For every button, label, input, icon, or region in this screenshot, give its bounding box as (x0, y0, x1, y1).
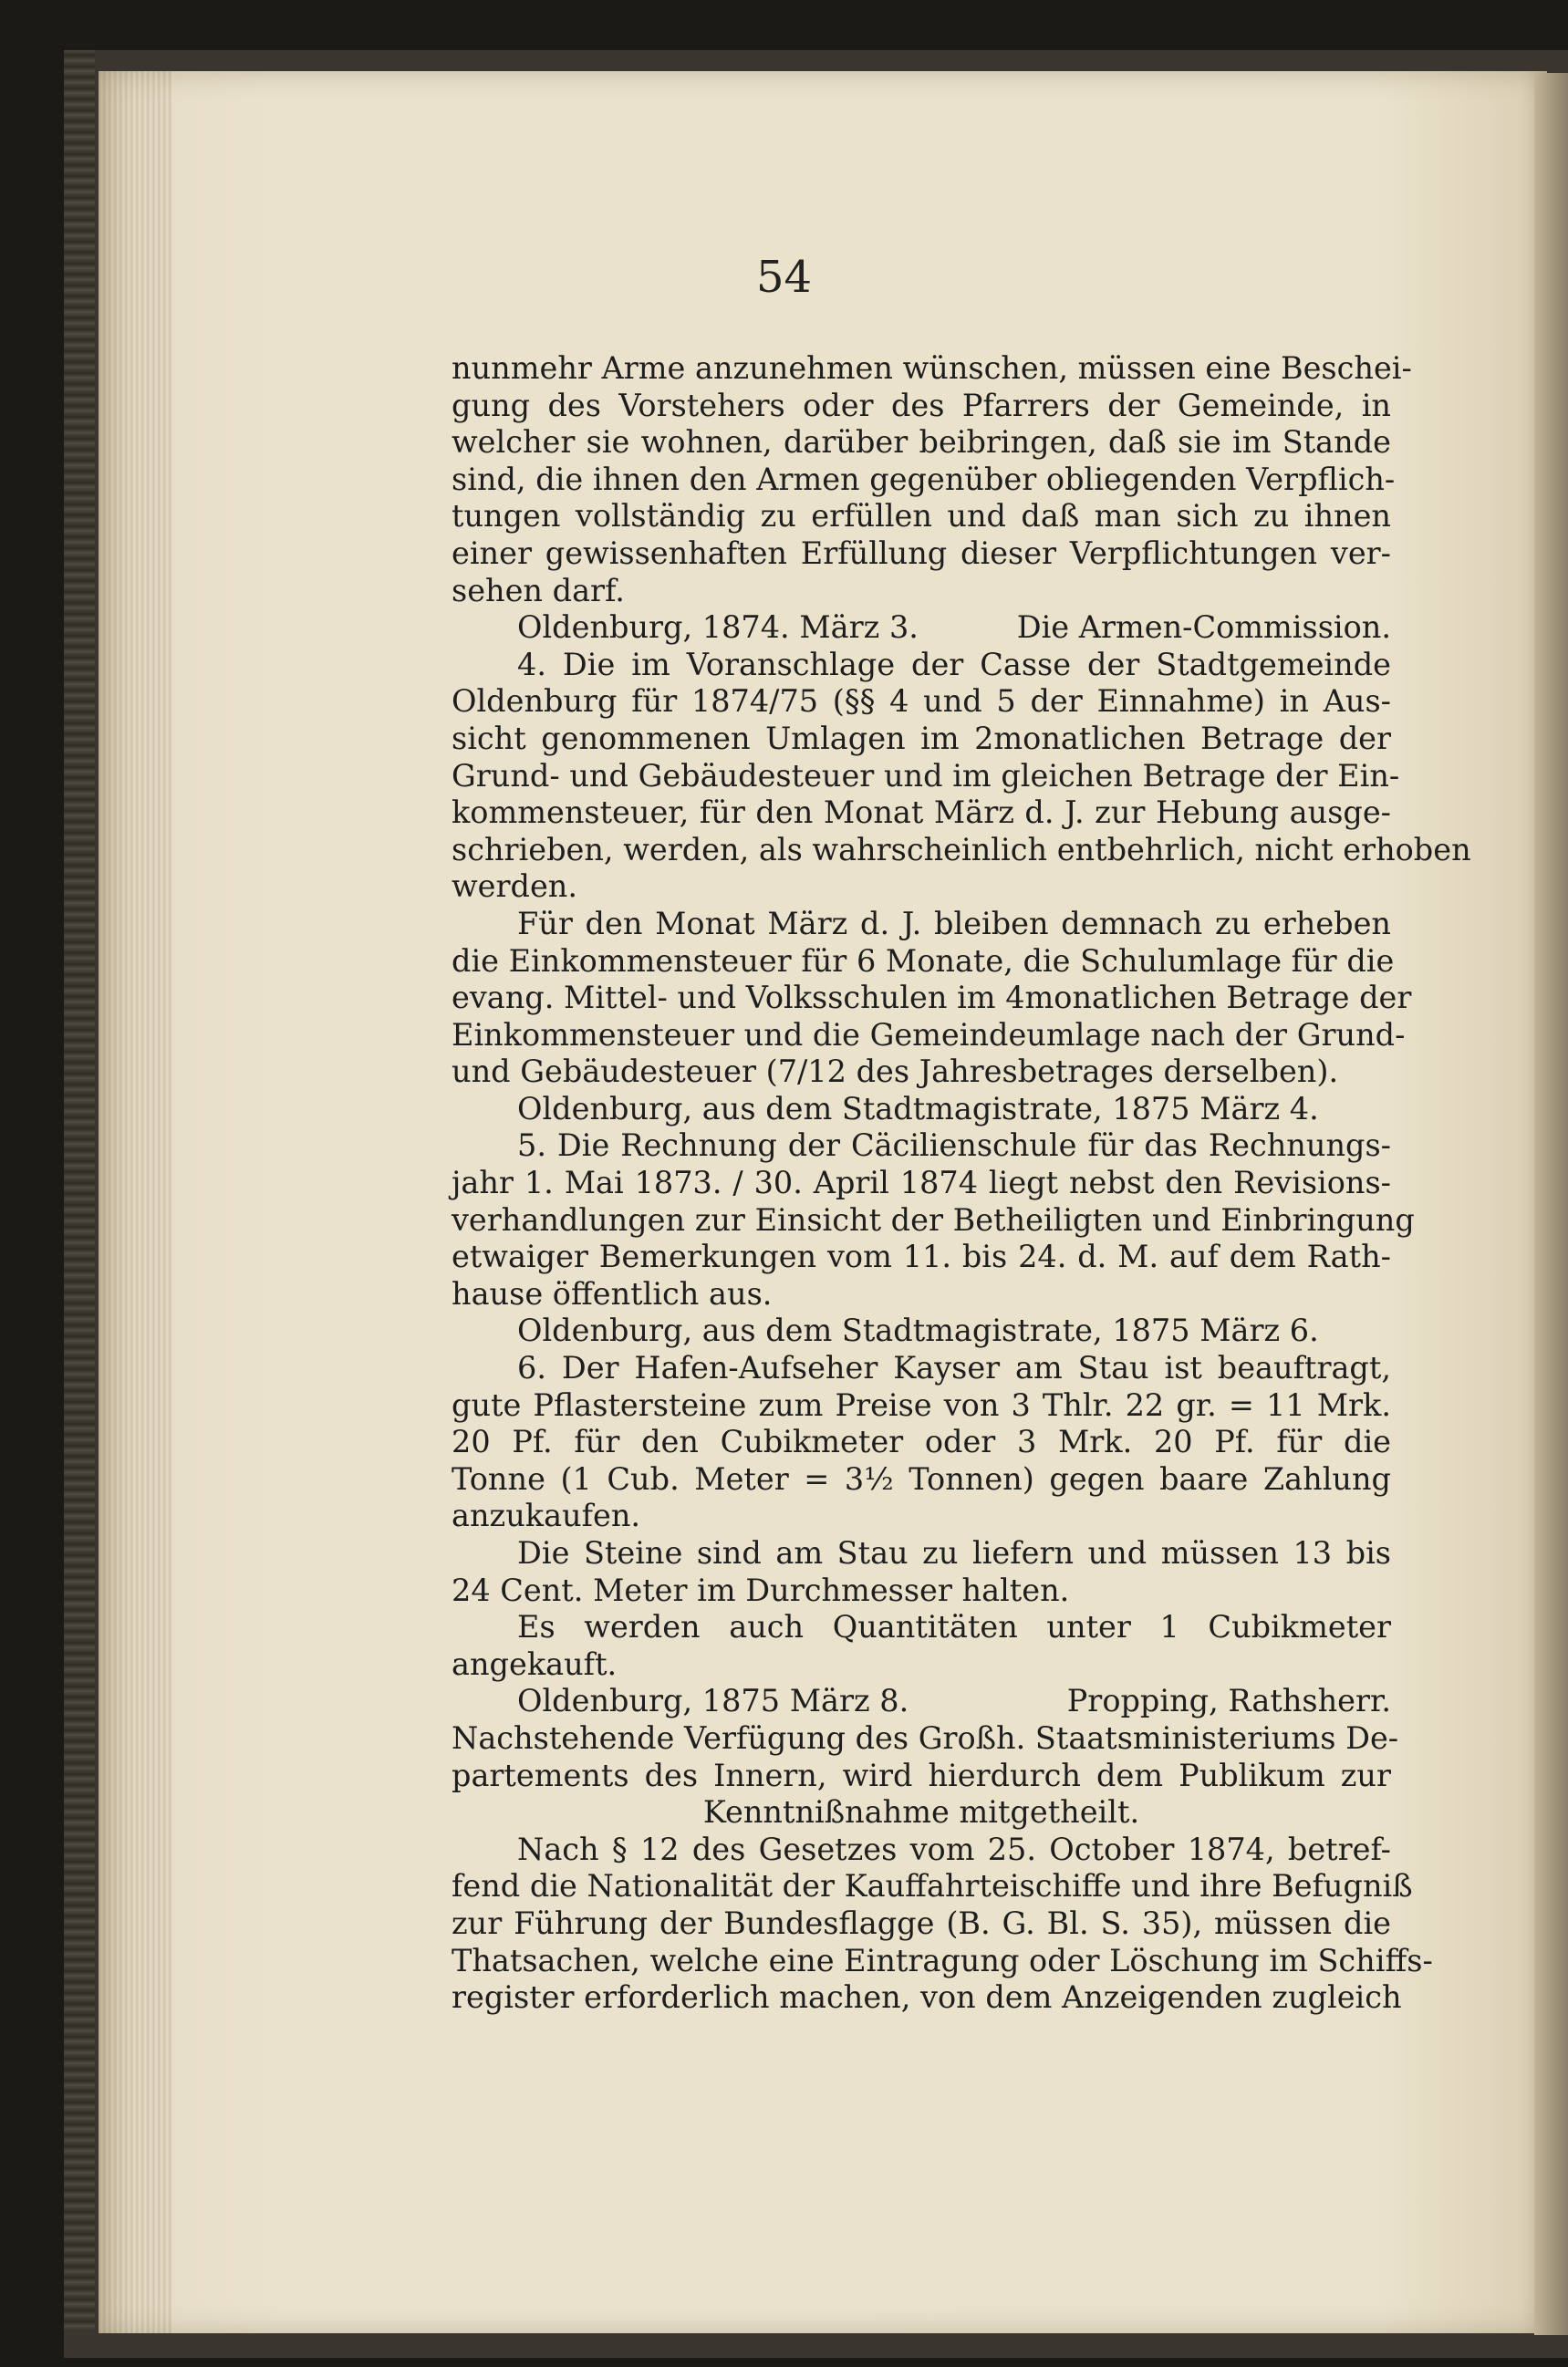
paragraph-item-5 (452, 1127, 1415, 1313)
text-line: nunmehr Arme anzunehmen wünschen, müssen eine Beschei- (452, 350, 1412, 386)
signature-propping (452, 1683, 1391, 1720)
text-line: tungen vollständig zu erfüllen und daß man sich zu ihnen (452, 498, 1391, 535)
text-line: Für den Monat März d. J. bleiben demnach zu erheben (517, 905, 1391, 941)
text-line: gung des Vorstehers oder des Pfarrers der Gemeinde, in (452, 387, 1391, 423)
text-line: Oldenburg für 1874/75 (§§ 4 und 5 der Einnahme) in Aus- (452, 683, 1391, 720)
paragraph-armen-bescheinigung (452, 350, 1412, 609)
text-line: zur Führung der Bundesflagge (B. G. Bl. S. 35), müssen die (452, 1905, 1391, 1941)
paragraph-maerz-erhebung (452, 905, 1412, 1091)
facing-page-edge (1534, 73, 1568, 2335)
text-line: verhandlungen zur Einsicht der Betheiligten und Einbringung (452, 1201, 1415, 1238)
text-line: sehen darf. (452, 572, 625, 608)
text-line: Tonne (1 Cub. Meter = 3½ Tonnen) gegen baare Zahlung (452, 1460, 1391, 1497)
text-line: partements des Innern, wird hierdurch dem Publikum zur (452, 1757, 1391, 1793)
text-line: gute Pflastersteine zum Preise von 3 Thlr. 22 gr. = 11 Mrk. (452, 1386, 1391, 1423)
paragraph-item-6 (452, 1350, 1391, 1535)
signature-name: Die Armen-Commission. (1016, 609, 1391, 646)
text-line: fend die Nationalität der Kauffahrteischiffe und ihre Befugniß (452, 1868, 1413, 1905)
page-edges (99, 71, 171, 2333)
book-spine (64, 50, 95, 2331)
text-line: einer gewissenhaften Erfüllung dieser Verpflichtungen ver- (452, 535, 1391, 571)
text-line: Nach § 12 des Gesetzes vom 25. October 1874, betref- (517, 1831, 1391, 1867)
text-line: 24 Cent. Meter im Durchmesser halten. (452, 1572, 1070, 1608)
text-line: Oldenburg, aus dem Stadtmagistrate, 1875 März 4. (517, 1090, 1319, 1126)
text-line: die Einkommensteuer für 6 Monate, die Schulumlage für die (452, 942, 1395, 979)
text-line: welcher sie wohnen, darüber beibringen, daß sie im Stande (452, 424, 1391, 461)
text-line: Oldenburg, aus dem Stadtmagistrate, 1875 März 6. (517, 1313, 1319, 1349)
text-line: register erforderlich machen, von dem Anzeigenden zugleich (452, 1979, 1402, 2016)
text-line: sind, die ihnen den Armen gegenüber obliegenden Verpflich- (452, 461, 1396, 497)
text-line: sicht genommenen Umlagen im 2monatlichen Betrage der (452, 720, 1391, 756)
signature-stadtmagistrat-4 (452, 1091, 1391, 1128)
signature-stadtmagistrat-6 (452, 1313, 1391, 1350)
text-line: angekauft. (452, 1645, 618, 1682)
text-line: Die Steine sind am Stau zu liefern und müssen 13 bis (517, 1535, 1391, 1571)
signature-armen-commission (452, 609, 1391, 647)
paragraph-steine (452, 1535, 1391, 1609)
signature-date: Oldenburg, 1875 März 8. (517, 1683, 909, 1719)
text-line: schrieben, werden, als wahrscheinlich entbehrlich, nicht erhoben (452, 831, 1471, 867)
text-line: Kenntnißnahme mitgetheilt. (702, 1794, 1140, 1831)
text-line: Thatsachen, welche eine Eintragung oder Löschung im Schiffs- (452, 1942, 1433, 1978)
text-line: werden. (452, 868, 578, 905)
text-line: und Gebäudesteuer (7/12 des Jahresbetrages derselben). (452, 1054, 1339, 1090)
text-line: etwaiger Bemerkungen vom 11. bis 24. d. M. auf dem Rath- (452, 1239, 1391, 1275)
text-line: hause öffentlich aus. (452, 1275, 773, 1312)
text-line: 5. Die Rechnung der Cäcilienschule für das Rechnungs- (517, 1127, 1391, 1164)
signature-name: Propping, Rathsherr. (1066, 1683, 1391, 1719)
page-number: 54 (755, 252, 813, 303)
text-line: Nachstehende Verfügung des Großh. Staatsministeriums De- (452, 1719, 1399, 1756)
text-line: kommensteuer, für den Monat März d. J. zur Hebung ausge- (452, 794, 1391, 831)
text-line: Einkommensteuer und die Gemeindeumlage nach der Grund- (452, 1016, 1406, 1053)
text-line: Es werden auch Quantitäten unter 1 Cubikmeter (517, 1609, 1391, 1645)
signature-date: Oldenburg, 1874. März 3. (517, 609, 919, 646)
text-line: jahr 1. Mai 1873. / 30. April 1874 liegt nebst den Revisions- (452, 1165, 1391, 1201)
page-text (452, 350, 1471, 2017)
text-line: Grund- und Gebäudesteuer und im gleichen Betrage der Ein- (452, 757, 1400, 794)
text-line: 6. Der Hafen-Aufseher Kayser am Stau ist beauftragt, (517, 1350, 1391, 1386)
paragraph-item-4 (452, 646, 1471, 906)
paragraph-verfuegung (452, 1719, 1399, 1832)
text-line: 4. Die im Voranschlage der Casse der Stadtgemeinde (517, 646, 1391, 682)
text-line: anzukaufen. (452, 1498, 641, 1534)
paragraph-gesetz (452, 1831, 1433, 2017)
text-line: evang. Mittel- und Volksschulen im 4monatlichen Betrage der (452, 980, 1412, 1016)
paragraph-quantitaeten (452, 1609, 1391, 1683)
text-line: 20 Pf. für den Cubikmeter oder 3 Mrk. 20 Pf. für die (452, 1424, 1391, 1460)
